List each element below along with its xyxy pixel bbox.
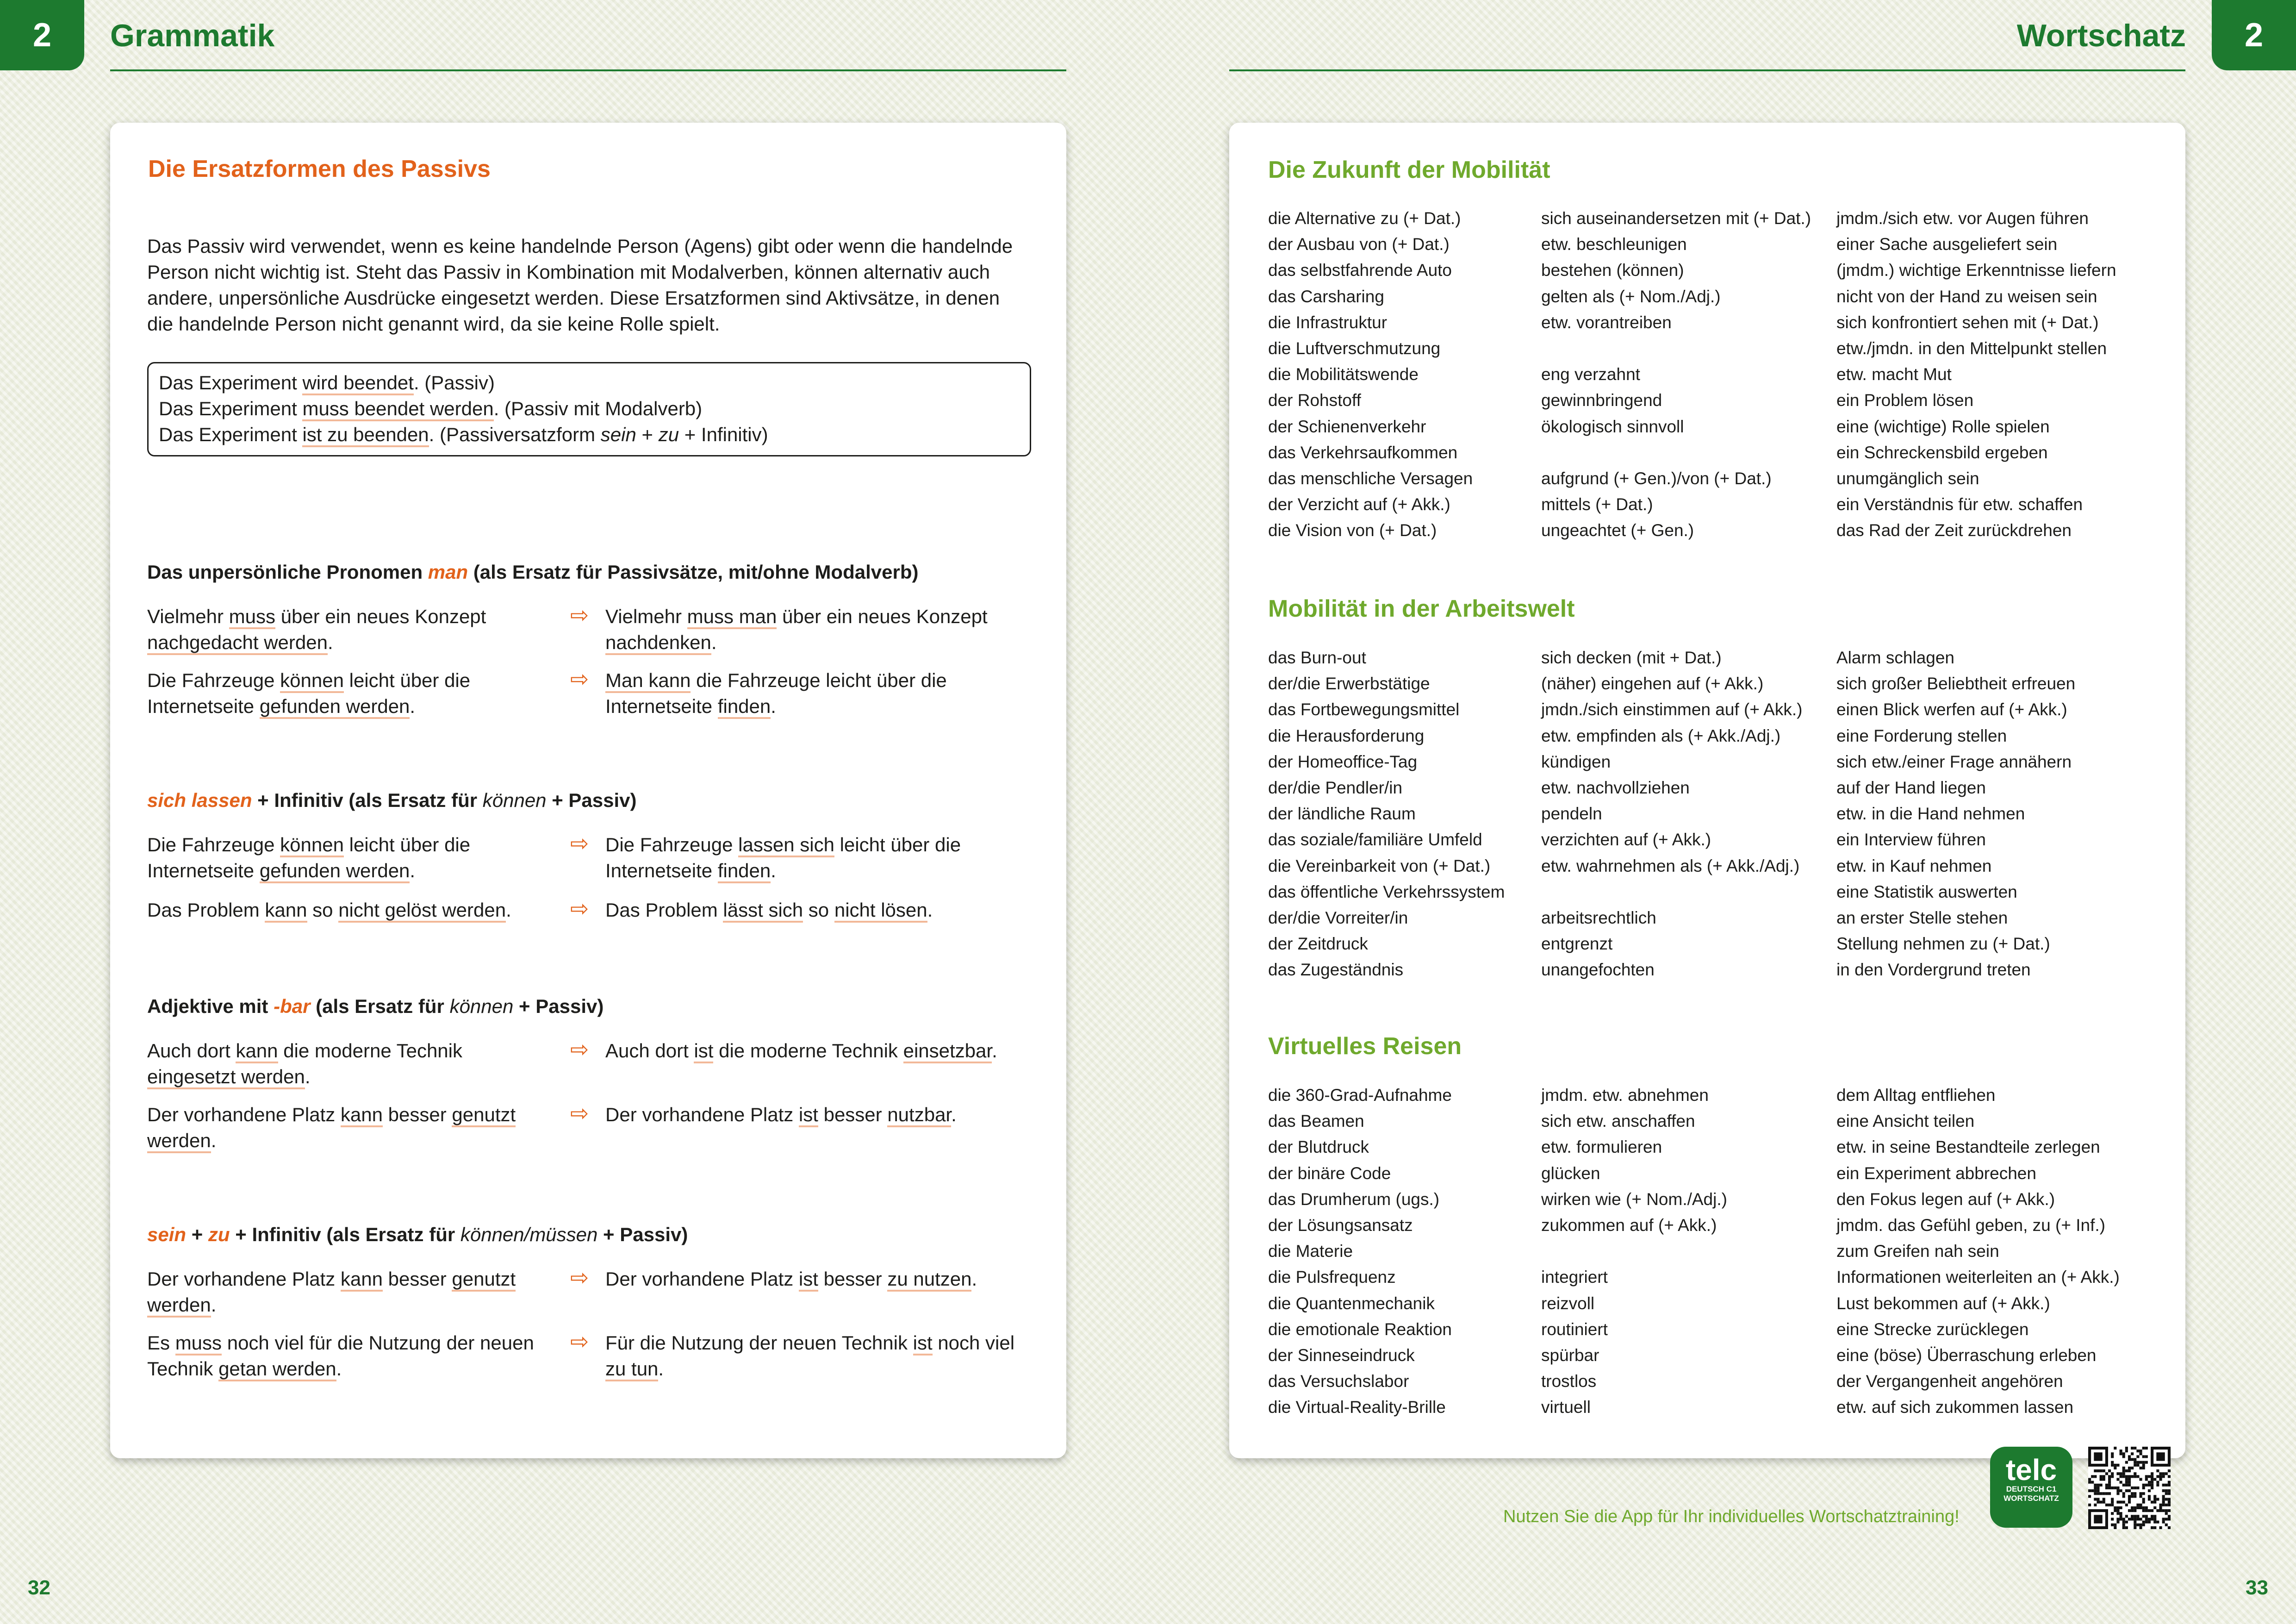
page-title-wortschatz: Wortschatz [2016, 18, 2186, 53]
qr-code-icon[interactable] [2088, 1447, 2171, 1529]
vocab-entry: eine (wichtige) Rolle spielen [1836, 417, 2050, 436]
vocab-entry: ein Verständnis für etw. schaffen [1836, 495, 2083, 514]
arrow-icon: ⇨ [570, 1037, 589, 1062]
vocab-entry: etw./jmdn. in den Mittelpunkt stellen [1836, 338, 2107, 358]
vocab-entry: die Vision von (+ Dat.) [1268, 521, 1437, 540]
vocab-entry: Alarm schlagen [1836, 648, 1955, 667]
vocab-entry: sich etw./einer Frage annähern [1836, 752, 2072, 771]
vocab-entry [1541, 879, 1802, 905]
subheading-bar: Adjektive mit -bar (als Ersatz für können + Passiv) [147, 995, 604, 1017]
vocab-entry: der Rohstoff [1268, 391, 1361, 410]
vocab-entry: das soziale/familiäre Umfeld [1268, 830, 1482, 849]
example-left: Das Problem kann so nicht gelöst werden. [147, 897, 573, 923]
vocab-entry: ein Problem lösen [1836, 391, 1974, 410]
vocab-entry: entgrenzt [1541, 934, 1613, 954]
vocab-entry: ein Schreckensbild ergeben [1836, 443, 2048, 462]
grammar-intro: Das Passiv wird verwendet, wenn es keine handelnde Person (Agens) gibt oder wenn die handelnde Person nicht wichtig ist. Steht das Passiv in Kombination mit Modalverben, können alternativ auch andere, unpersönliche Ausdrücke eingesetzt werden. Diese Ersatzformen sind Aktivsätze, in denen die handelnde Person nicht genannt wird, da sie keine Rolle spielt. [147, 235, 1013, 335]
vocab-entry: etw. beschleunigen [1541, 235, 1687, 254]
vocab-entry: eine Strecke zurücklegen [1836, 1319, 2029, 1339]
example-right: Der vorhandene Platz ist besser zu nutzen. [605, 1266, 1036, 1292]
vocab-entry: etw. vorantreiben [1541, 312, 1672, 332]
vocab-entry: das menschliche Versagen [1268, 468, 1473, 488]
vocab-entry: sich großer Beliebtheit erfreuen [1836, 674, 2076, 693]
vocab-entry [1541, 440, 1811, 466]
vocab-entry: etw. in Kauf nehmen [1836, 856, 1992, 875]
vocab-entry: gelten als (+ Nom./Adj.) [1541, 287, 1721, 306]
vocab-entry: der Vergangenheit angehören [1836, 1372, 2063, 1391]
example-right: Für die Nutzung der neuen Technik ist noch viel zu tun. [605, 1330, 1036, 1382]
vocab-entry: das Drumherum (ugs.) [1268, 1189, 1440, 1209]
vocab-entry: das öffentliche Verkehrssystem [1268, 882, 1505, 901]
vocab-entry: der/die Erwerbstätige [1268, 674, 1430, 693]
vocab-entry: der Zeitdruck [1268, 934, 1368, 954]
vocab-entry: etw. empfinden als (+ Akk./Adj.) [1541, 726, 1781, 745]
example-box: Das Experiment wird beendet. (Passiv) Das Experiment muss beendet werden. (Passiv mit Modalverb) Das Experiment ist zu beenden. (Passiversatzform sein + zu + Infinitiv) [147, 362, 1031, 456]
vocab-entry: eine (böse) Überraschung erleben [1836, 1345, 2097, 1365]
example-right: Man kann die Fahrzeuge leicht über die Internetseite finden. [605, 668, 1036, 719]
vocab-entry: reizvoll [1541, 1293, 1595, 1313]
vocab-entry: der Homeoffice-Tag [1268, 752, 1418, 771]
vocab-entry: Informationen weiterleiten an (+ Akk.) [1836, 1268, 2120, 1287]
vocab-entry: (jmdm.) wichtige Erkenntnisse liefern [1836, 261, 2116, 280]
vocab-entry: sich konfrontiert sehen mit (+ Dat.) [1836, 312, 2099, 332]
vocab-entry: glücken [1541, 1163, 1600, 1183]
vocab-entry: die 360-Grad-Aufnahme [1268, 1086, 1452, 1105]
vocab-entry: der binäre Code [1268, 1163, 1391, 1183]
vocab-col-phrases [1836, 206, 2116, 543]
vocab-col-nouns [1268, 1082, 1452, 1420]
logo-subtitle: WORTSCHATZ [2004, 1494, 2059, 1503]
vocab-entry: die Alternative zu (+ Dat.) [1268, 209, 1461, 228]
vocab-heading-virtuell: Virtuelles Reisen [1268, 1033, 1462, 1060]
vocab-entry: verzichten auf (+ Akk.) [1541, 830, 1711, 849]
vocab-entry: auf der Hand liegen [1836, 778, 1986, 797]
vocab-entry: zum Greifen nah sein [1836, 1242, 1999, 1261]
vocab-col-nouns [1268, 206, 1473, 543]
vocab-entry: das Versuchslabor [1268, 1372, 1409, 1391]
vocab-entry: der Verzicht auf (+ Akk.) [1268, 495, 1450, 514]
vocab-entry: aufgrund (+ Gen.)/von (+ Dat.) [1541, 468, 1772, 488]
vocab-entry: zukommen auf (+ Akk.) [1541, 1215, 1717, 1235]
vocab-entry [1541, 1238, 1727, 1264]
vocab-entry: der/die Vorreiter/in [1268, 908, 1408, 927]
page-number-right: 33 [2246, 1576, 2268, 1599]
vocab-entry: kündigen [1541, 752, 1611, 771]
vocab-entry: einer Sache ausgeliefert sein [1836, 235, 2058, 254]
example-right: Das Problem lässt sich so nicht lösen. [605, 897, 1036, 923]
vocab-entry: etw. nachvollziehen [1541, 778, 1690, 797]
subheading-sein-zu: sein + zu + Infinitiv (als Ersatz für können/müssen + Passiv) [147, 1224, 688, 1245]
vocab-col-verbs [1541, 645, 1802, 983]
arrow-icon: ⇨ [570, 1101, 589, 1126]
example-left: Auch dort kann die moderne Technik eingesetzt werden. [147, 1038, 554, 1090]
chapter-tab-left: 2 [0, 0, 84, 70]
vocab-entry: eine Statistik auswerten [1836, 882, 2017, 901]
vocab-entry: sich decken (mit + Dat.) [1541, 648, 1722, 667]
vocab-entry: spürbar [1541, 1345, 1599, 1365]
arrow-icon: ⇨ [570, 603, 589, 628]
vocab-entry [1541, 336, 1811, 362]
page-number-left: 32 [28, 1576, 50, 1599]
vocab-entry: (näher) eingehen auf (+ Akk.) [1541, 674, 1764, 693]
example-left: Der vorhandene Platz kann besser genutzt werden. [147, 1266, 554, 1318]
subheading-man: Das unpersönliche Pronomen man (als Ersatz für Passivsätze, mit/ohne Modalverb) [147, 561, 919, 583]
vocab-entry: routiniert [1541, 1319, 1608, 1339]
vocab-entry: unangefochten [1541, 960, 1655, 980]
vocab-entry: etw. in seine Bestandteile zerlegen [1836, 1137, 2100, 1157]
vocab-entry: das Beamen [1268, 1112, 1364, 1131]
vocab-entry: nicht von der Hand zu weisen sein [1836, 287, 2097, 306]
vocab-entry: das Verkehrsaufkommen [1268, 443, 1458, 462]
vocab-entry: der Schienenverkehr [1268, 417, 1426, 436]
vocab-entry: ökologisch sinnvoll [1541, 417, 1684, 436]
vocab-entry: jmdm./sich etw. vor Augen führen [1836, 209, 2089, 228]
vocab-col-phrases [1836, 645, 2075, 983]
arrow-icon: ⇨ [570, 831, 589, 856]
vocab-entry: jmdm. das Gefühl geben, zu (+ Inf.) [1836, 1215, 2105, 1235]
vocab-entry: den Fokus legen auf (+ Akk.) [1836, 1189, 2055, 1209]
vocab-entry: das selbstfahrende Auto [1268, 261, 1452, 280]
vocab-entry: die Vereinbarkeit von (+ Dat.) [1268, 856, 1491, 875]
vocab-heading-arbeitswelt: Mobilität in der Arbeitswelt [1268, 595, 1575, 622]
vocab-entry: Stellung nehmen zu (+ Dat.) [1836, 934, 2050, 954]
vocab-entry: die Virtual-Reality-Brille [1268, 1398, 1446, 1417]
vocab-entry: die Mobilitätswende [1268, 365, 1419, 384]
vocab-entry: das Zugeständnis [1268, 960, 1404, 980]
vocab-entry: der ländliche Raum [1268, 804, 1416, 824]
vocab-entry: virtuell [1541, 1398, 1591, 1417]
example-left: Die Fahrzeuge können leicht über die Internetseite gefunden werden. [147, 832, 554, 884]
page-title-grammatik: Grammatik [110, 18, 275, 53]
vocab-entry: trostlos [1541, 1372, 1597, 1391]
vocab-entry: die Luftverschmutzung [1268, 338, 1441, 358]
subheading-sich-lassen: sich lassen + Infinitiv (als Ersatz für können + Passiv) [147, 789, 637, 811]
vocab-entry: die emotionale Reaktion [1268, 1319, 1452, 1339]
vocab-col-verbs [1541, 1082, 1727, 1420]
vocab-entry: die Quantenmechanik [1268, 1293, 1435, 1313]
chapter-tab-right: 2 [2212, 0, 2296, 70]
vocab-entry: eng verzahnt [1541, 365, 1640, 384]
vocab-entry: der Blutdruck [1268, 1137, 1369, 1157]
vocab-entry: der Lösungsansatz [1268, 1215, 1413, 1235]
vocab-entry: der Sinneseindruck [1268, 1345, 1415, 1365]
vocab-entry: sich etw. anschaffen [1541, 1112, 1695, 1131]
vocab-col-verbs [1541, 206, 1811, 543]
vocab-entry: wirken wie (+ Nom./Adj.) [1541, 1189, 1727, 1209]
vocab-entry: etw. in die Hand nehmen [1836, 804, 2025, 824]
header-rule-left [110, 69, 1066, 71]
vocab-entry: der/die Pendler/in [1268, 778, 1403, 797]
vocab-entry: Lust bekommen auf (+ Akk.) [1836, 1293, 2050, 1313]
example-right: Der vorhandene Platz ist besser nutzbar. [605, 1102, 1036, 1128]
vocab-entry: mittels (+ Dat.) [1541, 495, 1653, 514]
logo-subtitle: DEUTSCH C1 [2006, 1485, 2057, 1493]
vocab-entry: in den Vordergrund treten [1836, 960, 2031, 980]
arrow-icon: ⇨ [570, 1266, 589, 1290]
vocab-entry: jmdm. etw. abnehmen [1541, 1086, 1709, 1105]
example-right: Auch dort ist die moderne Technik einsetzbar. [605, 1038, 1036, 1064]
vocab-entry: etw. formulieren [1541, 1137, 1662, 1157]
vocab-entry: eine Forderung stellen [1836, 726, 2007, 745]
app-promo-text: Nutzen Sie die App für Ihr individuelles Wortschatztraining! [1503, 1507, 1960, 1526]
vocab-entry: ein Interview führen [1836, 830, 1986, 849]
example-left: Es muss noch viel für die Nutzung der neuen Technik getan werden. [147, 1330, 564, 1382]
vocab-entry: das Rad der Zeit zurückdrehen [1836, 521, 2072, 540]
vocab-entry: integriert [1541, 1268, 1608, 1287]
vocab-entry: das Fortbewegungsmittel [1268, 700, 1460, 719]
vocab-entry: bestehen (können) [1541, 261, 1684, 280]
vocab-entry: die Materie [1268, 1242, 1353, 1261]
vocab-col-nouns [1268, 645, 1505, 983]
vocab-entry: ein Experiment abbrechen [1836, 1163, 2036, 1183]
vocab-heading-zukunft: Die Zukunft der Mobilität [1268, 156, 1550, 183]
example-left: Vielmehr muss über ein neues Konzept nachgedacht werden. [147, 604, 554, 656]
vocab-entry: gewinnbringend [1541, 391, 1662, 410]
vocab-entry: eine Ansicht teilen [1836, 1112, 1975, 1131]
arrow-icon: ⇨ [570, 1330, 589, 1354]
vocab-entry: die Pulsfrequenz [1268, 1268, 1396, 1287]
example-left: Die Fahrzeuge können leicht über die Internetseite gefunden werden. [147, 668, 554, 719]
vocab-entry: etw. wahrnehmen als (+ Akk./Adj.) [1541, 856, 1800, 875]
vocab-entry: etw. auf sich zukommen lassen [1836, 1398, 2074, 1417]
vocab-entry: sich auseinandersetzen mit (+ Dat.) [1541, 209, 1811, 228]
example-right: Vielmehr muss man über ein neues Konzept nachdenken. [605, 604, 1036, 656]
vocab-col-phrases [1836, 1082, 2120, 1420]
vocab-entry: das Carsharing [1268, 287, 1384, 306]
vocab-entry: die Infrastruktur [1268, 312, 1388, 332]
vocab-entry: jmdn./sich einstimmen auf (+ Akk.) [1541, 700, 1803, 719]
grammar-heading: Die Ersatzformen des Passivs [148, 156, 491, 182]
example-left: Der vorhandene Platz kann besser genutzt werden. [147, 1102, 554, 1154]
vocab-entry: der Ausbau von (+ Dat.) [1268, 235, 1450, 254]
vocab-entry: arbeitsrechtlich [1541, 908, 1656, 927]
vocab-entry: ungeachtet (+ Gen.) [1541, 521, 1694, 540]
vocab-entry: das Burn-out [1268, 648, 1366, 667]
logo-text: telc [2005, 1453, 2057, 1487]
vocab-entry: an erster Stelle stehen [1836, 908, 2008, 927]
vocab-entry: einen Blick werfen auf (+ Akk.) [1836, 700, 2067, 719]
vocab-entry: dem Alltag entfliehen [1836, 1086, 1996, 1105]
header-rule-right [1229, 69, 2185, 71]
example-right: Die Fahrzeuge lassen sich leicht über die Internetseite finden. [605, 832, 1036, 884]
vocab-entry: die Herausforderung [1268, 726, 1425, 745]
arrow-icon: ⇨ [570, 897, 589, 921]
vocab-entry: etw. macht Mut [1836, 365, 1952, 384]
arrow-icon: ⇨ [570, 667, 589, 692]
vocab-entry: pendeln [1541, 804, 1602, 824]
vocab-entry: unumgänglich sein [1836, 468, 1979, 488]
telc-app-logo[interactable] [1990, 1447, 2072, 1528]
